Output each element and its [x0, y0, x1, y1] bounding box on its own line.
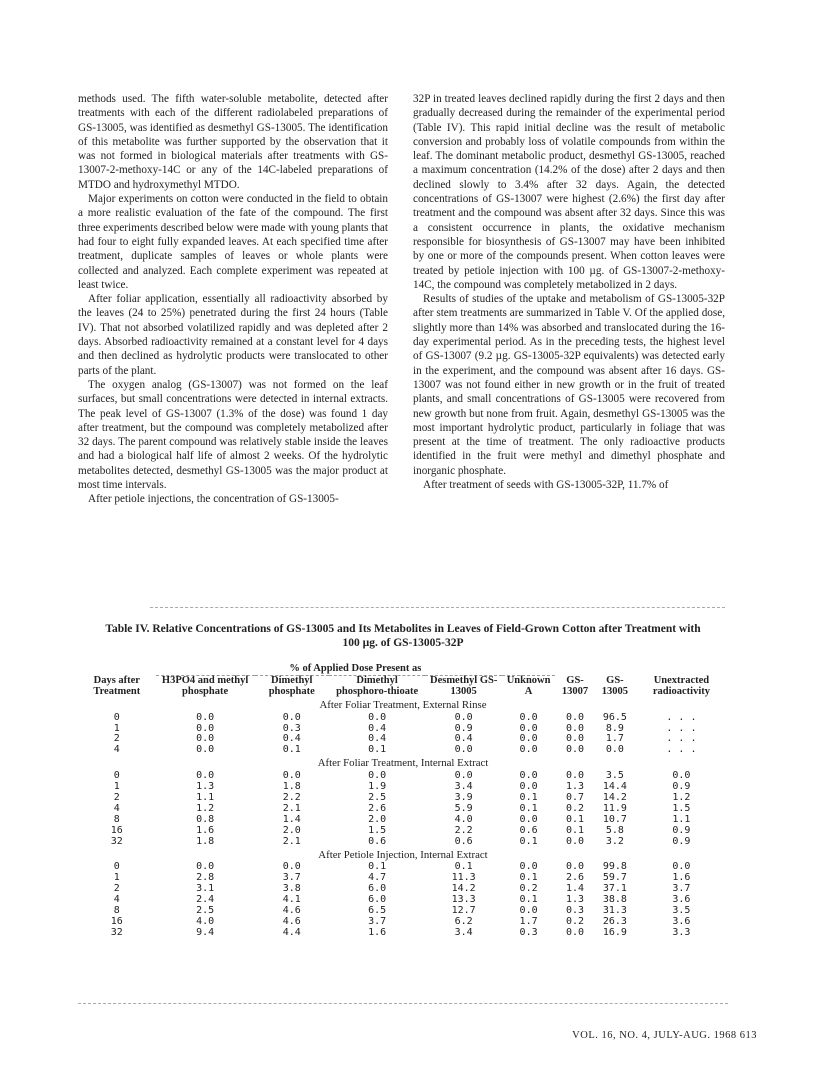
table-row — [78, 928, 728, 939]
table-bottom-rule — [78, 1003, 728, 1004]
table-cell: 2 — [113, 791, 120, 803]
table-cell: 3.3 — [672, 926, 691, 938]
table-row — [78, 895, 728, 906]
table-cell: 0.0 — [566, 926, 585, 938]
table-cell: 5.9 — [454, 802, 473, 814]
table-cell: 6.0 — [368, 883, 387, 895]
table-cell: 2.1 — [282, 802, 301, 814]
table-cell: 6.2 — [454, 915, 473, 927]
table-cell: 3.2 — [605, 835, 624, 847]
table-cell: 4.1 — [282, 894, 301, 906]
table-cell: 0.0 — [672, 861, 691, 873]
table-cell: 2.5 — [196, 905, 215, 917]
table-row — [78, 837, 728, 848]
table-cell: 3.7 — [282, 872, 301, 884]
table-cell: 1.2 — [196, 802, 215, 814]
table-cell: 0.1 — [282, 744, 301, 756]
table-cell: 0.0 — [196, 770, 215, 782]
table-cell: 0.3 — [282, 722, 301, 734]
table-cell: 3.4 — [454, 781, 473, 793]
table-cell: 0.1 — [368, 744, 387, 756]
paragraph: After petiole injections, the concentration of GS-13005- — [88, 493, 339, 506]
table-cell: 0.0 — [566, 835, 585, 847]
table-cell: 1.6 — [672, 872, 691, 884]
column-header: Dimethyl phosphoro-thioate — [336, 674, 419, 697]
table-cell: 3.6 — [672, 915, 691, 927]
table-cell: 0.0 — [196, 744, 215, 756]
table-cell: 0.2 — [519, 883, 538, 895]
column-header: GS-13005 — [601, 674, 629, 697]
col-header-days: Days after Treatment — [93, 674, 141, 697]
table-cell: 0.2 — [566, 802, 585, 814]
table-cell: 0.0 — [519, 861, 538, 873]
column-header: H3PO4 and methyl phosphate — [161, 674, 249, 697]
table-cell: 1.9 — [368, 781, 387, 793]
table-cell: 4 — [113, 744, 120, 756]
table-cell: 1.8 — [282, 781, 301, 793]
table-cell: 0.6 — [368, 835, 387, 847]
table-cell: 1.5 — [672, 802, 691, 814]
table-cell: 0.1 — [519, 802, 538, 814]
table-cell: 3.1 — [196, 883, 215, 895]
table-cell: 0.0 — [566, 861, 585, 873]
table-cell: 14.2 — [602, 791, 627, 803]
table-cell: 0 — [113, 770, 120, 782]
table-cell: 2.2 — [282, 791, 301, 803]
table-row — [78, 873, 728, 884]
table-cell: 32 — [110, 926, 123, 938]
table-cell: 1 — [113, 872, 120, 884]
table-cell: 2.6 — [368, 802, 387, 814]
column-header: Unknown A — [506, 674, 551, 697]
table-cell: 2 — [113, 733, 120, 745]
table-cell: 2.1 — [282, 835, 301, 847]
section-title: After Foliar Treatment, External Rinse — [319, 698, 487, 711]
table-cell: 1.3 — [196, 781, 215, 793]
table-cell: 10.7 — [602, 813, 627, 825]
table-cell: 1.1 — [196, 791, 215, 803]
paragraph: After foliar application, essentially all radioactivity absorbed by the leaves (24 to 25%) penetrated during the first 24 hours (Table IV). That not absorbed volatilized rapidly and was depleted after 2 days. Absorbed radioactivity remained at a constant level for 4 days and then declined as hydrolytic products were translocated to other parts of the plant. — [78, 293, 388, 377]
table-row — [78, 862, 728, 873]
table-cell: 0 — [113, 711, 120, 723]
table-cell: 0.4 — [368, 733, 387, 745]
table-cell: 4.7 — [368, 872, 387, 884]
table-cell: 1.4 — [566, 883, 585, 895]
table-cell: 0.1 — [566, 813, 585, 825]
table-cell: 0.0 — [282, 711, 301, 723]
table-cell: 0.0 — [566, 744, 585, 756]
table-cell: 0.1 — [368, 861, 387, 873]
table-cell: 3.4 — [454, 926, 473, 938]
table-row — [78, 734, 728, 745]
table-cell: 1 — [113, 722, 120, 734]
table-cell: 8 — [113, 905, 120, 917]
table-cell: 12.7 — [451, 905, 476, 917]
table-cell: 14.4 — [602, 781, 627, 793]
table-cell: 3.9 — [454, 791, 473, 803]
table-cell: 0.1 — [566, 824, 585, 836]
table-cell: 31.3 — [602, 905, 627, 917]
table-cell: 4.0 — [454, 813, 473, 825]
table-cell: 2.0 — [368, 813, 387, 825]
table-cell: 0.9 — [672, 835, 691, 847]
table-row — [78, 884, 728, 895]
table-cell: 0.0 — [196, 722, 215, 734]
paragraph: The oxygen analog (GS-13007) was not formed on the leaf surfaces, but small concentrations were detected in internal extracts. The peak level of GS-13007 (1.3% of the dose) was found 1 day after treatment, but the compound was completely metabolized after 32 days. The parent compound was relatively stable inside the leaves and had a biological half life of almost 2 weeks. Of the hydrolytic metabolites detected, desmethyl GS-13005 was the major product at most time intervals. — [78, 378, 388, 492]
table-cell: 0.0 — [672, 770, 691, 782]
table-cell: 6.0 — [368, 894, 387, 906]
table-cell: 0.8 — [196, 813, 215, 825]
table-row — [78, 906, 728, 917]
table-cell: . . . — [666, 744, 697, 756]
table-cell: 0.0 — [566, 733, 585, 745]
table-cell: 0.0 — [196, 711, 215, 723]
table-cell: 0.2 — [566, 915, 585, 927]
table-cell: 0.0 — [566, 722, 585, 734]
table-cell: 32 — [110, 835, 123, 847]
table-cell: 0.4 — [282, 733, 301, 745]
table-cell: 3.7 — [368, 915, 387, 927]
table-row — [78, 713, 728, 724]
section-title: After Foliar Treatment, Internal Extract — [317, 757, 489, 770]
table-cell: 0.6 — [519, 824, 538, 836]
table-cell: 0.4 — [368, 722, 387, 734]
table-cell: 2.4 — [196, 894, 215, 906]
table-cell: 0.0 — [519, 722, 538, 734]
table-cell: 59.7 — [602, 872, 627, 884]
table-cell: 0.0 — [605, 744, 624, 756]
table-cell: 0.0 — [519, 733, 538, 745]
table-cell: 0.9 — [454, 722, 473, 734]
table-cell: 4.6 — [282, 915, 301, 927]
table-cell: 2.6 — [566, 872, 585, 884]
column-header: GS-13007 — [561, 674, 589, 697]
table-cell: 0.7 — [566, 791, 585, 803]
table-cell: 1.6 — [196, 824, 215, 836]
table-cell: 0.0 — [519, 711, 538, 723]
table-cell: 26.3 — [602, 915, 627, 927]
table-cell: 16 — [110, 824, 123, 836]
table-cell: 1.3 — [566, 894, 585, 906]
table-cell: 4 — [113, 802, 120, 814]
table-cell: 16 — [110, 915, 123, 927]
table-cell: 0.1 — [519, 791, 538, 803]
table-cell: . . . — [666, 711, 697, 723]
table-cell: 1.5 — [368, 824, 387, 836]
table-caption — [78, 622, 728, 650]
page-footer: VOL. 16, NO. 4, JULY-AUG. 1968 613 — [572, 1030, 757, 1041]
section-title: After Petiole Injection, Internal Extract — [318, 848, 488, 861]
table-cell: 13.3 — [451, 894, 476, 906]
paragraph: After treatment of seeds with GS-13005-32P, 11.7% of — [423, 479, 669, 492]
table-cell: . . . — [666, 722, 697, 734]
table-cell: 11.9 — [602, 802, 627, 814]
table-cell: 1.3 — [566, 781, 585, 793]
table-cell: 0.0 — [282, 770, 301, 782]
table-cell: 2.2 — [454, 824, 473, 836]
table-caption-line2: 100 µg. of GS-13005-32P — [342, 637, 464, 649]
table-row — [78, 745, 728, 756]
table-row — [78, 782, 728, 793]
table-cell: 0.0 — [519, 770, 538, 782]
table-cell: 3.6 — [672, 894, 691, 906]
table-cell: 37.1 — [602, 883, 627, 895]
table-cell: 0.0 — [454, 711, 473, 723]
table-cell: 0.0 — [566, 711, 585, 723]
table-cell: 0.1 — [519, 835, 538, 847]
table-cell: 1.6 — [368, 926, 387, 938]
table-cell: 3.8 — [282, 883, 301, 895]
table-cell: 0.9 — [672, 824, 691, 836]
table-cell: 0.3 — [519, 926, 538, 938]
table-cell: 16.9 — [602, 926, 627, 938]
table-cell: 0.0 — [196, 861, 215, 873]
table-cell: 0.0 — [519, 744, 538, 756]
table-cell: 9.4 — [196, 926, 215, 938]
table-cell: 4.0 — [196, 915, 215, 927]
table-cell: 0.0 — [566, 770, 585, 782]
table-cell: 11.3 — [451, 872, 476, 884]
table-cell: 3.7 — [672, 883, 691, 895]
table-row — [78, 815, 728, 826]
table-iv — [78, 664, 728, 939]
table-cell: 1.4 — [282, 813, 301, 825]
table-cell: 8.9 — [605, 722, 624, 734]
table-cell: 8 — [113, 813, 120, 825]
table-cell: 0.1 — [519, 894, 538, 906]
table-row — [78, 826, 728, 837]
paragraph: 32P in treated leaves declined rapidly during the first 2 days and then gradually decreased during the remainder of the experimental period (Table IV). This rapid initial decline was the result of metabolic conversion and probably loss of volatile compounds from within the leaf. The dominant metabolic product, desmethyl GS-13005, reached a maximum concentration (14.2% of the dose) after 2 days and then declined slowly to 3.4% after 32 days. Again, the detected concentrations of GS-13007 were highest (2.6%) the first day after treatment and the compound was absent after 32 days. Since this was a consistent occurrence in plants, the oxidative mechanism responsible for biosynthesis of GS-13007 may have been inhibited by one or more of the compounds present. When cotton leaves were treated by petiole injection with 100 µg. of GS-13007-2-methoxy-14C, the compound was completely metabolized in 2 days. — [413, 93, 725, 291]
table-cell: 5.8 — [605, 824, 624, 836]
table-cell: 1 — [113, 781, 120, 793]
table-cell: 2.0 — [282, 824, 301, 836]
table-cell: 1.2 — [672, 791, 691, 803]
table-row — [78, 771, 728, 782]
table-cell: 2 — [113, 883, 120, 895]
table-cell: . . . — [666, 733, 697, 745]
table-cell: 0.0 — [368, 711, 387, 723]
table-cell: 0.6 — [454, 835, 473, 847]
table-cell: 4.4 — [282, 926, 301, 938]
table-row — [78, 724, 728, 735]
table-cell: 38.8 — [602, 894, 627, 906]
table-cell: 1.8 — [196, 835, 215, 847]
table-cell: 0.4 — [454, 733, 473, 745]
table-cell: 0.0 — [454, 744, 473, 756]
table-cell: 0.0 — [519, 781, 538, 793]
table-cell: 1.7 — [519, 915, 538, 927]
table-cell: 3.5 — [672, 905, 691, 917]
table-cell: 1.1 — [672, 813, 691, 825]
table-cell: 99.8 — [602, 861, 627, 873]
paragraph: Results of studies of the uptake and metabolism of GS-13005-32P after stem treatments are summarized in Table V. Of the applied dose, slightly more than 14% was absorbed and translocated during the 16-day experimental period. As in the preceding tests, the highest level of GS-13007 (9.2 µg. GS-13005-32P equivalents) was detected early in the experiment, and the compound was absent after 16 days. GS-13007 was not found either in new growth or in the fruit of treated plants, and small concentrations of GS-13005 were recovered from new growth but none from fruit. Again, desmethyl GS-13005 was the most important hydrolytic product, particularly in foliage that was present at the time of treatment. The only radioactive products identified in the fruit were methyl and dimethyl phosphate and inorganic phosphate. — [413, 293, 725, 477]
table-cell: 2.8 — [196, 872, 215, 884]
table-cell: 4.6 — [282, 905, 301, 917]
table-cell: 0.1 — [454, 861, 473, 873]
table-cell: 0.0 — [519, 905, 538, 917]
table-cell: 3.5 — [605, 770, 624, 782]
table-caption-line1: Table IV. Relative Concentrations of GS-13005 and Its Metabolites in Leaves of Field-Grown Cotton after Treatment with — [105, 623, 701, 635]
table-cell: 14.2 — [451, 883, 476, 895]
table-cell: 0.0 — [368, 770, 387, 782]
table-cell: 0 — [113, 861, 120, 873]
column-header: Desmethyl GS-13005 — [429, 674, 498, 697]
table-cell: 4 — [113, 894, 120, 906]
table-cell: 0.9 — [672, 781, 691, 793]
table-cell: 2.5 — [368, 791, 387, 803]
right-column — [413, 92, 725, 492]
table-cell: 0.3 — [566, 905, 585, 917]
table-cell: 0.0 — [454, 770, 473, 782]
table-top-rule — [150, 607, 725, 608]
table-cell: 6.5 — [368, 905, 387, 917]
table-cell: 0.0 — [519, 813, 538, 825]
span-header: % of Applied Dose Present as — [156, 664, 556, 675]
column-header: Dimethyl phosphate — [268, 674, 315, 697]
table-row — [78, 793, 728, 804]
paragraph: Major experiments on cotton were conducted in the field to obtain a more realistic evaluation of the fate of the compound. The first three experiments described below were made with young plants that had four to eight fully expanded leaves. At each specified time after treatment, duplicate samples of leaves or whole plants were collected and analyzed. Each complete experiment was repeated at least twice. — [78, 193, 388, 291]
table-cell: 0.0 — [282, 861, 301, 873]
paragraph: methods used. The fifth water-soluble metabolite, detected after treatments with each of the different radiolabeled preparations of GS-13005, was identified as desmethyl GS-13005. The identification of this metabolite was further supported by the observation that it was not formed in biological materials after treatments with GS-13007-2-methoxy-14C or any of the 14C-labeled preparations of MTDO and hydroxymethyl MTDO. — [78, 93, 388, 191]
table-cell: 96.5 — [602, 711, 627, 723]
table-row — [78, 917, 728, 928]
table-cell: 0.1 — [519, 872, 538, 884]
left-column — [78, 92, 388, 507]
column-header: Unextracted radioactivity — [652, 674, 710, 697]
table-cell: 1.7 — [605, 733, 624, 745]
table-cell: 0.0 — [196, 733, 215, 745]
table-row — [78, 804, 728, 815]
